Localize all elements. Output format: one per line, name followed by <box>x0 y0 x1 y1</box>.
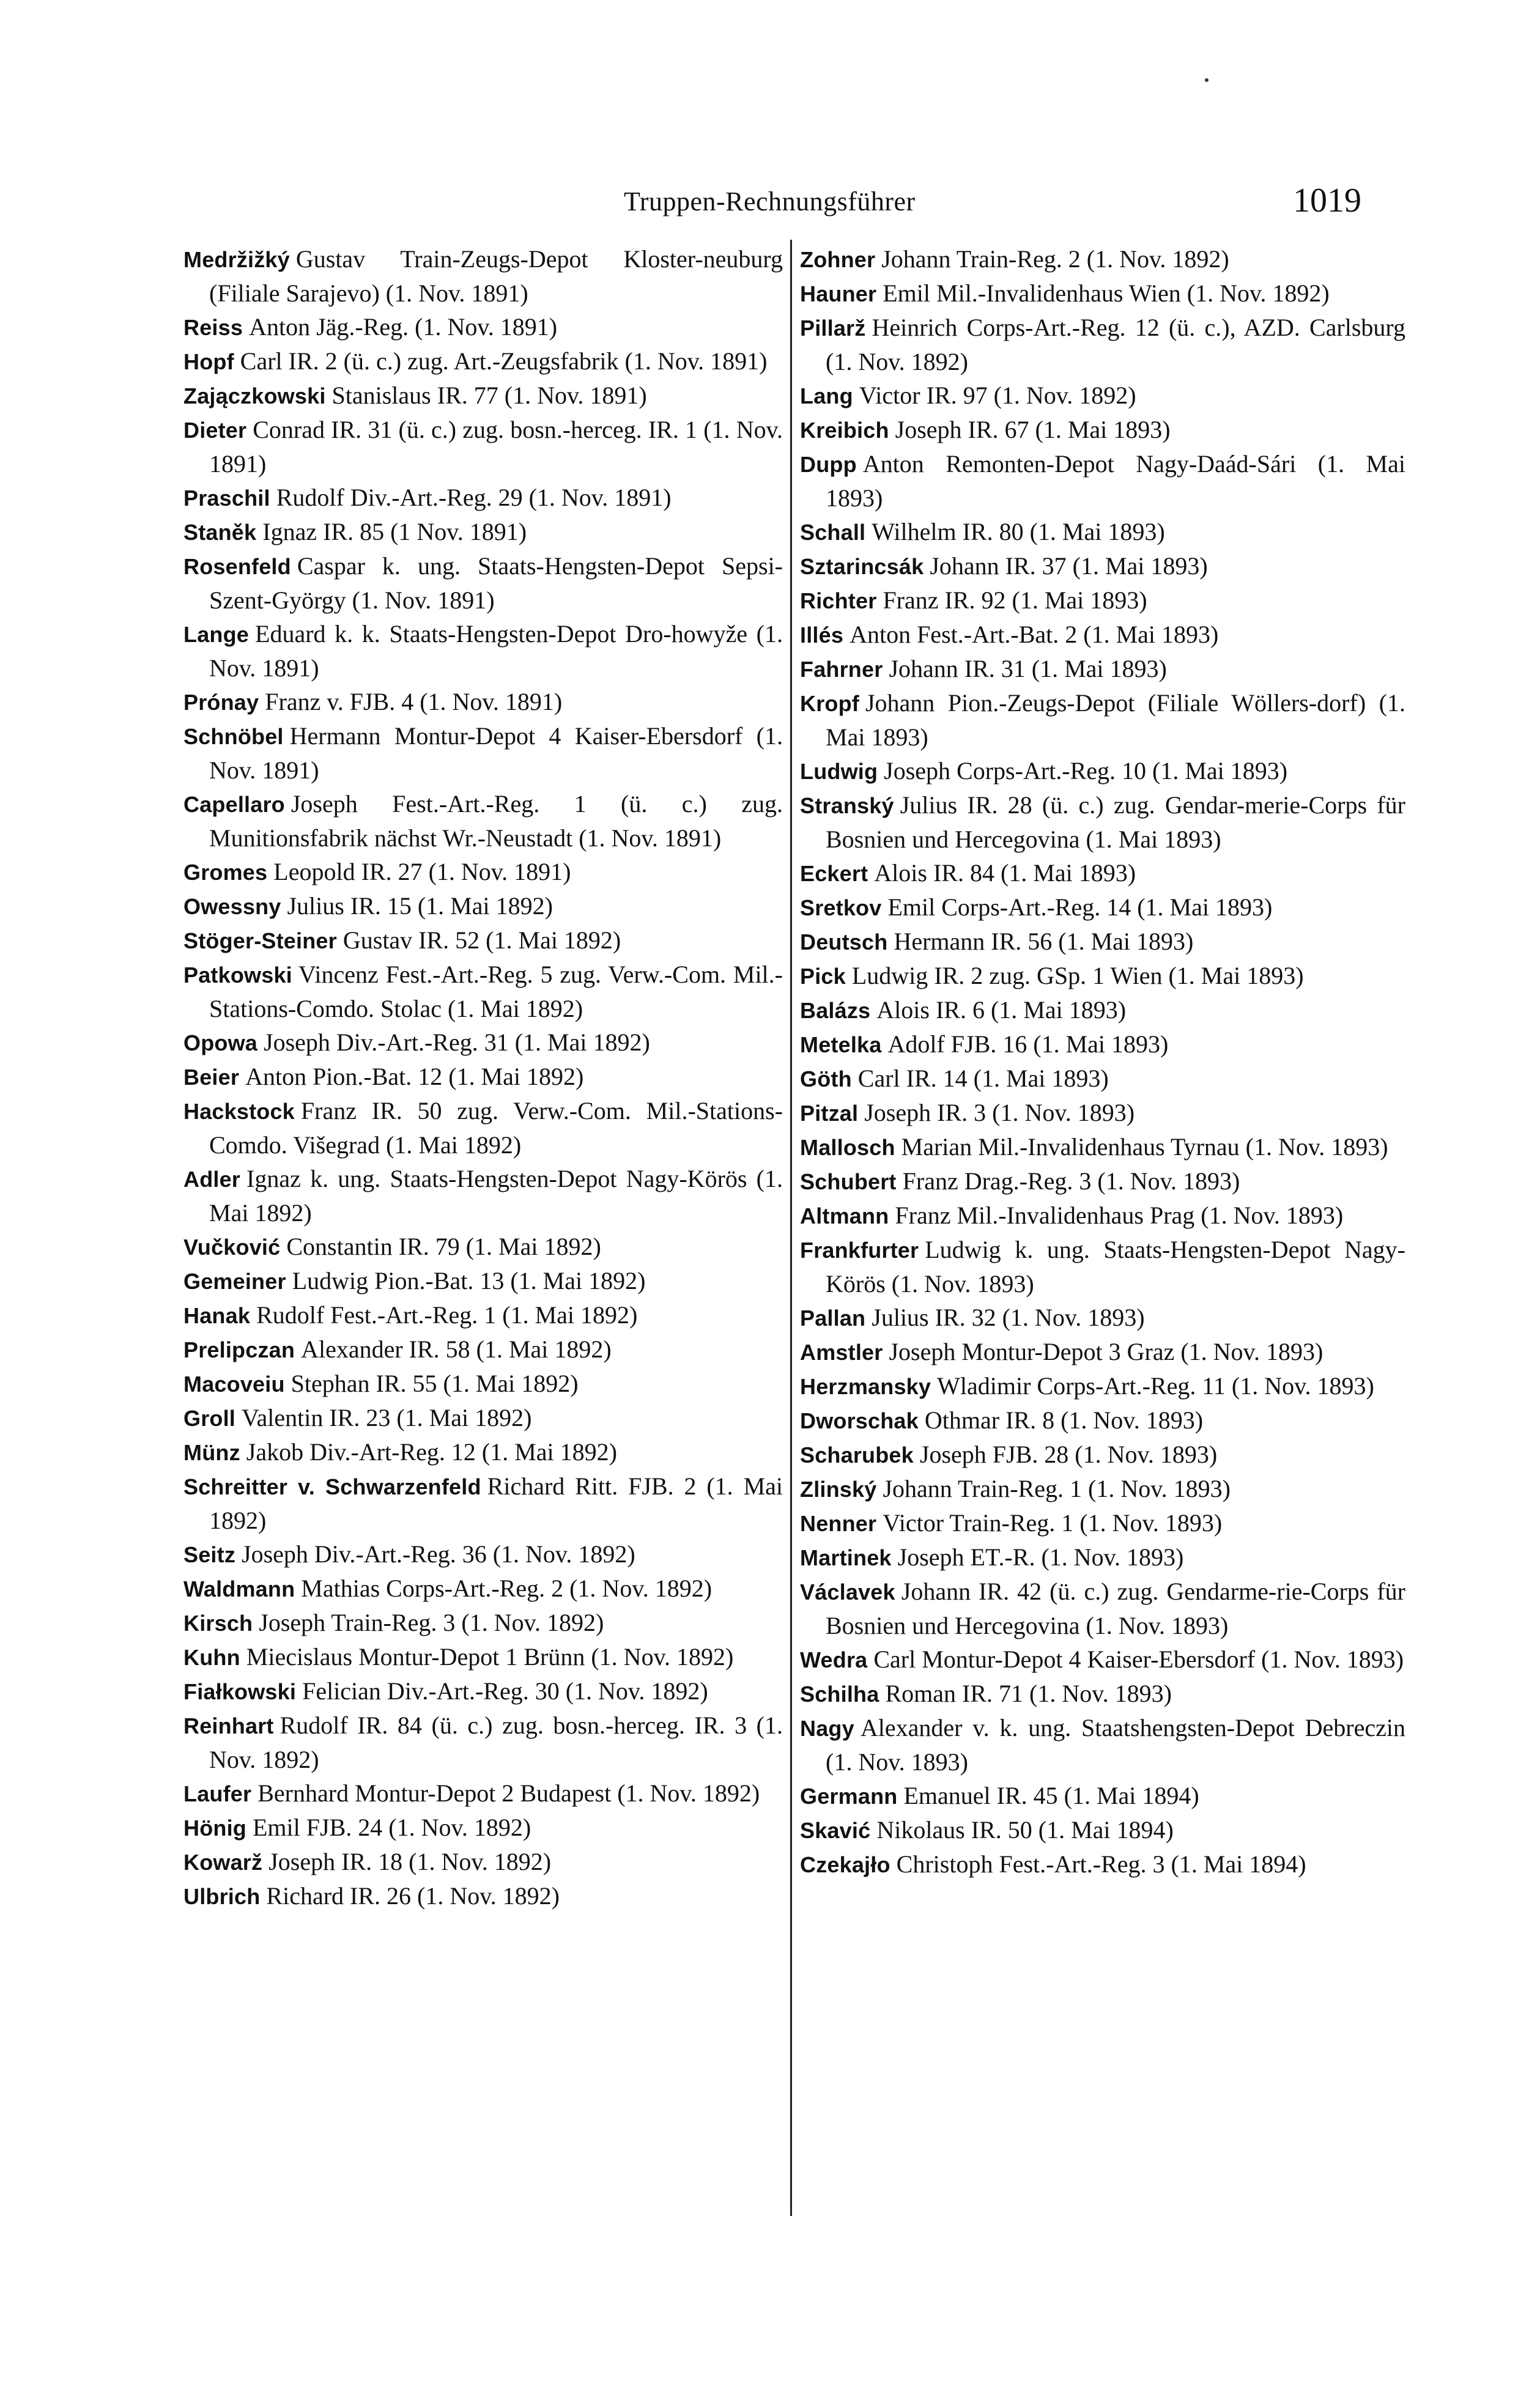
page-header <box>183 181 1407 230</box>
register-entry <box>800 242 1405 276</box>
entry-details: Othmar IR. 8 (1. Nov. 1893) <box>924 1406 1204 1434</box>
register-entry <box>183 1060 783 1094</box>
entry-surname: Dworschak <box>800 1408 919 1433</box>
register-entry <box>183 1332 783 1367</box>
entry-details: Rudolf Fest.-Art.-Reg. 1 (1. Mai 1892) <box>256 1301 638 1329</box>
register-entry <box>183 481 783 515</box>
entry-surname: Prónay <box>183 690 259 715</box>
entry-details: Leopold IR. 27 (1. Nov. 1891) <box>273 858 571 885</box>
register-entry <box>183 787 783 855</box>
entry-details: Jakob Div.-Art-Reg. 12 (1. Mai 1892) <box>246 1438 617 1466</box>
right-column <box>800 242 1405 1882</box>
entry-surname: Praschil <box>183 486 270 511</box>
entry-details: Franz Drag.-Reg. 3 (1. Nov. 1893) <box>902 1167 1240 1195</box>
entry-surname: Mallosch <box>800 1135 895 1160</box>
entry-surname: Dieter <box>183 418 247 443</box>
register-entry <box>800 1130 1405 1164</box>
entry-surname: Schnöbel <box>183 724 284 749</box>
entry-details: Joseph IR. 67 (1. Mai 1893) <box>895 416 1171 443</box>
register-entry <box>183 413 783 481</box>
entry-surname: Zohner <box>800 247 876 272</box>
entry-details: Franz IR. 50 zug. Verw.-Com. Mil.-Stations-Comdo. Višegrad (1. Mai 1892) <box>209 1097 783 1159</box>
register-entry <box>800 1335 1405 1369</box>
entry-surname: Nagy <box>800 1716 854 1741</box>
register-entry <box>800 1813 1405 1847</box>
entry-surname: Owessny <box>183 894 281 919</box>
register-entry <box>800 549 1405 583</box>
entry-surname: Frankfurter <box>800 1238 919 1263</box>
entry-details: Alois IR. 6 (1. Mai 1893) <box>876 996 1127 1024</box>
entry-surname: Kowarž <box>183 1850 263 1875</box>
register-entry <box>800 1438 1405 1472</box>
entry-details: Conrad IR. 31 (ü. c.) zug. bosn.-herceg. IR. 1 (1. Nov. 1891) <box>209 416 783 478</box>
entry-details: Eduard k. k. Staats-Hengsten-Depot Dro-howyže (1. Nov. 1891) <box>209 620 783 682</box>
entry-surname: Czekajło <box>800 1852 890 1877</box>
entry-surname: Pitzal <box>800 1101 859 1126</box>
entry-details: Johann IR. 37 (1. Mai 1893) <box>930 552 1208 580</box>
entry-surname: Stöger-Steiner <box>183 928 337 953</box>
entry-surname: Staněk <box>183 520 257 545</box>
column-divider <box>790 240 792 2216</box>
register-entry <box>183 1094 783 1162</box>
entry-surname: Hönig <box>183 1815 246 1841</box>
register-entry <box>183 1230 783 1264</box>
entry-details: Ignaz k. ung. Staats-Hengsten-Depot Nagy-Körös (1. Mai 1892) <box>209 1165 783 1227</box>
entry-details: Franz v. FJB. 4 (1. Nov. 1891) <box>265 688 563 715</box>
entry-details: Emil Mil.-Invalidenhaus Wien (1. Nov. 1892) <box>883 279 1330 307</box>
entry-surname: Pillarž <box>800 316 866 341</box>
entry-details: Caspar k. ung. Staats-Hengsten-Depot Sepsi-Szent-György (1. Nov. 1891) <box>209 552 783 614</box>
entry-surname: Prelipczan <box>183 1337 295 1362</box>
register-entry <box>183 379 783 413</box>
register-entry <box>183 515 783 549</box>
entry-details: Joseph Montur-Depot 3 Graz (1. Nov. 1893) <box>889 1338 1323 1365</box>
register-entry <box>800 1677 1405 1711</box>
entry-surname: Schall <box>800 520 866 545</box>
entry-surname: Seitz <box>183 1542 236 1567</box>
entry-surname: Fahrner <box>800 657 883 682</box>
register-entry <box>800 788 1405 856</box>
entry-details: Hermann IR. 56 (1. Mai 1893) <box>894 928 1194 955</box>
register-entry <box>183 719 783 787</box>
entry-surname: Pick <box>800 964 846 989</box>
register-entry <box>183 1264 783 1298</box>
entry-surname: Sztarincsák <box>800 554 924 579</box>
entry-surname: Illés <box>800 622 844 648</box>
entry-details: Johann IR. 31 (1. Mai 1893) <box>889 655 1167 682</box>
register-entry <box>800 1369 1405 1403</box>
entry-surname: Stranský <box>800 793 894 818</box>
register-entry <box>800 447 1405 515</box>
left-column <box>183 242 783 1913</box>
register-entry <box>800 1027 1405 1062</box>
entry-surname: Rosenfeld <box>183 554 291 579</box>
entry-surname: Hackstock <box>183 1099 295 1124</box>
register-entry <box>800 276 1405 311</box>
register-entry <box>800 1164 1405 1198</box>
entry-surname: Lang <box>800 383 853 408</box>
entry-surname: Laufer <box>183 1781 252 1806</box>
entry-surname: Metelka <box>800 1032 882 1057</box>
entry-details: Constantin IR. 79 (1. Mai 1892) <box>286 1233 601 1260</box>
entry-details: Julius IR. 32 (1. Nov. 1893) <box>872 1304 1145 1331</box>
entry-surname: Reiss <box>183 315 243 340</box>
entry-surname: Beier <box>183 1065 240 1090</box>
entry-details: Bernhard Montur-Depot 2 Budapest (1. Nov. 1892) <box>257 1779 760 1807</box>
running-head: Truppen-Rechnungsführer <box>624 187 916 216</box>
entry-surname: Amstler <box>800 1340 883 1365</box>
entry-surname: Capellaro <box>183 792 285 817</box>
entry-details: Heinrich Corps-Art.-Reg. 12 (ü. c.), AZD. Carlsburg (1. Nov. 1892) <box>826 314 1405 375</box>
entry-details: Joseph Train-Reg. 3 (1. Nov. 1892) <box>259 1609 604 1636</box>
entry-surname: Hauner <box>800 281 877 306</box>
entry-details: Miecislaus Montur-Depot 1 Brünn (1. Nov. 1892) <box>246 1643 734 1671</box>
entry-surname: Schreitter v. Schwarzenfeld <box>183 1474 481 1499</box>
entry-details: Nikolaus IR. 50 (1. Mai 1894) <box>876 1816 1174 1844</box>
entry-details: Julius IR. 28 (ü. c.) zug. Gendar-merie-Corps für Bosnien und Hercegovina (1. Mai 1893) <box>826 791 1405 853</box>
entry-details: Emil Corps-Art.-Reg. 14 (1. Mai 1893) <box>887 893 1273 921</box>
entry-details: Richard Ritt. FJB. 2 (1. Mai 1892) <box>209 1472 783 1534</box>
entry-surname: Kreibich <box>800 418 889 443</box>
entry-details: Julius IR. 15 (1. Mai 1892) <box>287 892 553 920</box>
entry-details: Alois IR. 84 (1. Mai 1893) <box>874 859 1136 887</box>
entry-details: Ludwig IR. 2 zug. GSp. 1 Wien (1. Mai 1893) <box>851 962 1304 989</box>
register-entry <box>800 1198 1405 1233</box>
register-entry <box>800 583 1405 618</box>
register-entry <box>800 515 1405 549</box>
entry-surname: Dupp <box>800 452 857 477</box>
register-entry <box>183 958 783 1025</box>
entry-surname: Fiałkowski <box>183 1679 297 1704</box>
entry-details: Joseph Corps-Art.-Reg. 10 (1. Mai 1893) <box>884 757 1288 785</box>
register-entry <box>800 1506 1405 1540</box>
entry-details: Carl IR. 2 (ü. c.) zug. Art.-Zeugsfabrik (1. Nov. 1891) <box>240 347 768 375</box>
entry-details: Anton Fest.-Art.-Bat. 2 (1. Mai 1893) <box>850 621 1219 648</box>
register-entry <box>800 1472 1405 1506</box>
register-entry <box>183 310 783 344</box>
entry-surname: Hopf <box>183 349 234 374</box>
entry-details: Mathias Corps-Art.-Reg. 2 (1. Nov. 1892) <box>301 1575 713 1602</box>
entry-surname: Lange <box>183 622 250 647</box>
register-entry <box>183 617 783 685</box>
entry-details: Johann Train-Reg. 1 (1. Nov. 1893) <box>883 1475 1231 1502</box>
register-entry <box>800 993 1405 1027</box>
register-entry <box>183 1571 783 1606</box>
register-entry <box>800 1779 1405 1813</box>
entry-details: Victor Train-Reg. 1 (1. Nov. 1893) <box>883 1509 1223 1537</box>
entry-surname: Richter <box>800 588 877 613</box>
entry-surname: Patkowski <box>183 962 292 988</box>
register-entry <box>183 1401 783 1435</box>
entry-details: Marian Mil.-Invalidenhaus Tyrnau (1. Nov. 1893) <box>901 1133 1388 1161</box>
register-entry <box>183 1674 783 1708</box>
entry-details: Carl IR. 14 (1. Mai 1893) <box>857 1065 1109 1092</box>
entry-surname: Martinek <box>800 1545 892 1570</box>
entry-surname: Skavić <box>800 1818 871 1843</box>
register-entry <box>183 344 783 379</box>
entry-details: Vincenz Fest.-Art.-Reg. 5 zug. Verw.-Com. Mil.-Stations-Comdo. Stolac (1. Mai 1892) <box>209 961 783 1022</box>
entry-details: Joseph Div.-Art.-Reg. 31 (1. Mai 1892) <box>264 1029 650 1056</box>
entry-details: Wladimir Corps-Art.-Reg. 11 (1. Nov. 1893) <box>937 1372 1374 1400</box>
register-entry <box>800 1301 1405 1335</box>
register-entry <box>183 1025 783 1060</box>
register-entry <box>183 1640 783 1674</box>
register-entry <box>183 1298 783 1332</box>
register-entry <box>183 1162 783 1230</box>
entry-surname: Adler <box>183 1167 241 1192</box>
entry-surname: Wedra <box>800 1647 868 1672</box>
register-entry <box>183 1845 783 1879</box>
entry-details: Johann Train-Reg. 2 (1. Nov. 1892) <box>881 245 1229 273</box>
entry-details: Gustav IR. 52 (1. Mai 1892) <box>342 926 621 954</box>
entry-details: Rudolf Div.-Art.-Reg. 29 (1. Nov. 1891) <box>276 484 672 511</box>
register-entry <box>183 1435 783 1469</box>
entry-surname: Kirsch <box>183 1611 253 1636</box>
register-entry <box>183 889 783 923</box>
entry-surname: Eckert <box>800 861 868 886</box>
entry-surname: Vučković <box>183 1235 281 1260</box>
entry-surname: Gromes <box>183 860 268 885</box>
register-entry <box>800 379 1405 413</box>
entry-surname: Pallan <box>800 1306 866 1331</box>
register-entry <box>800 413 1405 447</box>
entry-surname: Hanak <box>183 1303 251 1328</box>
register-entry <box>800 856 1405 890</box>
entry-details: Rudolf IR. 84 (ü. c.) zug. bosn.-herceg. IR. 3 (1. Nov. 1892) <box>209 1712 783 1773</box>
register-entry <box>800 925 1405 959</box>
entry-surname: Gemeiner <box>183 1269 286 1294</box>
entry-surname: Waldmann <box>183 1576 295 1601</box>
register-entry <box>183 1708 783 1776</box>
entry-surname: Václavek <box>800 1579 895 1605</box>
register-entry <box>183 1469 783 1537</box>
register-entry <box>183 242 783 310</box>
entry-surname: Macoveiu <box>183 1372 285 1397</box>
register-entry <box>800 754 1405 788</box>
entry-details: Gustav Train-Zeugs-Depot Kloster-neuburg (Filiale Sarajevo) (1. Nov. 1891) <box>209 245 783 307</box>
register-entry <box>800 959 1405 993</box>
entry-details: Ignaz IR. 85 (1 Nov. 1891) <box>262 518 527 545</box>
register-entry <box>800 618 1405 652</box>
entry-details: Ludwig Pion.-Bat. 13 (1. Mai 1892) <box>292 1267 646 1294</box>
entry-details: Emil FJB. 24 (1. Nov. 1892) <box>252 1814 531 1841</box>
entry-details: Joseph FJB. 28 (1. Nov. 1893) <box>919 1441 1218 1468</box>
entry-details: Carl Montur-Depot 4 Kaiser-Ebersdorf (1. Nov. 1893) <box>873 1645 1404 1673</box>
entry-surname: Zajączkowski <box>183 383 326 408</box>
entry-details: Joseph ET.-R. (1. Nov. 1893) <box>897 1543 1184 1571</box>
entry-surname: Ludwig <box>800 759 878 784</box>
register-entry <box>800 311 1405 379</box>
entry-surname: Kuhn <box>183 1645 240 1670</box>
entry-details: Emanuel IR. 45 (1. Mai 1894) <box>903 1782 1199 1809</box>
register-entry <box>800 652 1405 686</box>
register-entry <box>183 1537 783 1571</box>
register-entry <box>183 1606 783 1640</box>
entry-details: Christoph Fest.-Art.-Reg. 3 (1. Mai 1894) <box>896 1850 1306 1878</box>
entry-details: Valentin IR. 23 (1. Mai 1892) <box>242 1404 532 1431</box>
register-entry <box>800 1062 1405 1096</box>
entry-surname: Germann <box>800 1784 898 1809</box>
register-entry <box>800 1575 1405 1642</box>
entry-details: Wilhelm IR. 80 (1. Mai 1893) <box>872 518 1165 545</box>
entry-details: Joseph Fest.-Art.-Reg. 1 (ü. c.) zug. Munitionsfabrik nächst Wr.-Neustadt (1. Nov. 1891) <box>209 790 783 852</box>
register-entry <box>800 1540 1405 1575</box>
entry-details: Johann Pion.-Zeugs-Depot (Filiale Wöllers-dorf) (1. Mai 1893) <box>826 689 1405 751</box>
entry-details: Hermann Montur-Depot 4 Kaiser-Ebersdorf (1. Nov. 1891) <box>209 722 783 784</box>
entry-surname: Göth <box>800 1066 852 1091</box>
register-entry <box>800 1403 1405 1438</box>
register-entry <box>800 1233 1405 1301</box>
page-number: 1019 <box>1293 182 1361 220</box>
register-entry <box>183 923 783 958</box>
register-entry <box>183 549 783 617</box>
entry-surname: Ulbrich <box>183 1884 261 1909</box>
register-entry <box>183 1776 783 1811</box>
entry-details: Joseph IR. 3 (1. Nov. 1893) <box>864 1099 1135 1126</box>
entry-surname: Medržižký <box>183 247 290 272</box>
register-entry <box>183 685 783 719</box>
entry-surname: Scharubek <box>800 1442 914 1468</box>
entry-details: Alexander IR. 58 (1. Mai 1892) <box>301 1335 612 1363</box>
entry-details: Richard IR. 26 (1. Nov. 1892) <box>266 1882 560 1910</box>
register-entry <box>183 855 783 889</box>
entry-details: Johann IR. 42 (ü. c.) zug. Gendarme-rie-Corps für Bosnien und Hercegovina (1. Nov. 1893) <box>826 1578 1405 1639</box>
register-entry <box>800 1847 1405 1882</box>
entry-details: Felician Div.-Art.-Reg. 30 (1. Nov. 1892) <box>302 1677 708 1705</box>
entry-surname: Deutsch <box>800 929 888 955</box>
entry-details: Roman IR. 71 (1. Nov. 1893) <box>885 1680 1172 1707</box>
entry-details: Stephan IR. 55 (1. Mai 1892) <box>291 1370 579 1397</box>
entry-surname: Kropf <box>800 691 859 716</box>
register-entry <box>800 890 1405 925</box>
register-entry <box>800 686 1405 754</box>
entry-surname: Altmann <box>800 1203 889 1228</box>
register-entry <box>800 1642 1405 1677</box>
entry-surname: Zlinský <box>800 1477 877 1502</box>
register-entry <box>800 1711 1405 1779</box>
entry-details: Joseph IR. 18 (1. Nov. 1892) <box>268 1848 552 1875</box>
print-speck <box>1205 78 1209 82</box>
entry-surname: Münz <box>183 1440 240 1465</box>
entry-surname: Schilha <box>800 1682 879 1707</box>
register-entry <box>183 1879 783 1913</box>
entry-details: Adolf FJB. 16 (1. Mai 1893) <box>887 1030 1169 1058</box>
entry-details: Victor IR. 97 (1. Nov. 1892) <box>859 382 1136 409</box>
entry-surname: Reinhart <box>183 1713 274 1738</box>
entry-details: Stanislaus IR. 77 (1. Nov. 1891) <box>331 382 647 409</box>
entry-details: Joseph Div.-Art.-Reg. 36 (1. Nov. 1892) <box>242 1540 635 1568</box>
entry-surname: Herzmansky <box>800 1374 931 1399</box>
entry-surname: Sretkov <box>800 895 882 920</box>
register-entry <box>800 1096 1405 1130</box>
entry-details: Anton Remonten-Depot Nagy-Daád-Sári (1. Mai 1893) <box>826 450 1405 512</box>
entry-details: Ludwig k. ung. Staats-Hengsten-Depot Nagy-Körös (1. Nov. 1893) <box>826 1236 1405 1298</box>
entry-details: Franz IR. 92 (1. Mai 1893) <box>883 586 1147 614</box>
entry-details: Alexander v. k. ung. Staatshengsten-Depot Debreczin (1. Nov. 1893) <box>826 1714 1405 1776</box>
entry-surname: Balázs <box>800 998 871 1023</box>
register-entry <box>183 1367 783 1401</box>
entry-details: Franz Mil.-Invalidenhaus Prag (1. Nov. 1893) <box>895 1202 1344 1229</box>
register-entry <box>183 1811 783 1845</box>
entry-surname: Groll <box>183 1406 236 1431</box>
entry-details: Anton Jäg.-Reg. (1. Nov. 1891) <box>249 313 558 341</box>
entry-surname: Schubert <box>800 1169 897 1194</box>
entry-details: Anton Pion.-Bat. 12 (1. Mai 1892) <box>245 1063 584 1090</box>
entry-surname: Opowa <box>183 1030 258 1055</box>
entry-surname: Nenner <box>800 1511 877 1536</box>
